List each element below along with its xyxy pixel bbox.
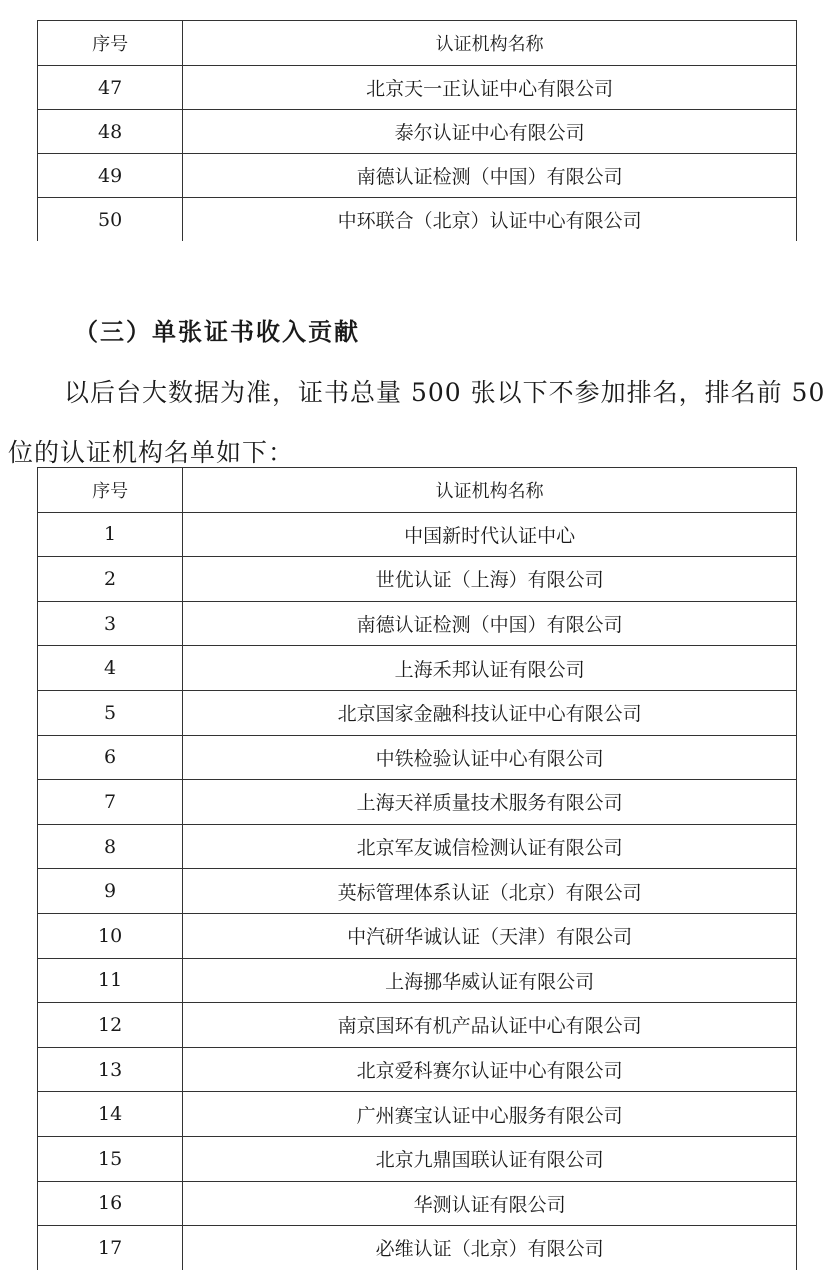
institution-name-cell: 泰尔认证中心有限公司 <box>183 110 797 154</box>
institution-name-cell: 广州赛宝认证中心服务有限公司 <box>183 1092 797 1137</box>
table-row <box>38 1047 797 1092</box>
institution-name-cell: 南德认证检测（中国）有限公司 <box>183 601 797 646</box>
table-row <box>38 824 797 869</box>
table-row <box>38 646 797 691</box>
table-row <box>38 690 797 735</box>
rank-cell: 13 <box>38 1047 183 1092</box>
section-heading: （三）单张证书收入贡献 <box>74 317 360 346</box>
rank-cell: 47 <box>38 66 183 110</box>
rank-cell: 2 <box>38 557 183 602</box>
institution-name-cell: 北京军友诚信检测认证有限公司 <box>183 824 797 869</box>
table-header-row <box>38 21 797 66</box>
table-row <box>38 198 797 242</box>
rank-cell: 16 <box>38 1181 183 1226</box>
institution-name-cell: 南德认证检测（中国）有限公司 <box>183 154 797 198</box>
institution-name-cell: 南京国环有机产品认证中心有限公司 <box>183 1003 797 1048</box>
institution-name-cell: 北京爱科赛尔认证中心有限公司 <box>183 1047 797 1092</box>
table-row <box>38 913 797 958</box>
institution-name-cell: 上海挪华威认证有限公司 <box>183 958 797 1003</box>
institution-name-cell: 上海天祥质量技术服务有限公司 <box>183 780 797 825</box>
table-row <box>38 1136 797 1181</box>
rank-cell: 6 <box>38 735 183 780</box>
rank-cell: 12 <box>38 1003 183 1048</box>
table-row <box>38 735 797 780</box>
rank-cell: 17 <box>38 1226 183 1270</box>
table-row <box>38 557 797 602</box>
institution-name-cell: 英标管理体系认证（北京）有限公司 <box>183 869 797 914</box>
rank-cell: 50 <box>38 198 183 242</box>
institution-name-cell: 必维认证（北京）有限公司 <box>183 1226 797 1270</box>
rank-cell: 10 <box>38 913 183 958</box>
rank-cell: 8 <box>38 824 183 869</box>
rank-column-header: 序号 <box>38 468 183 513</box>
rank-cell: 15 <box>38 1136 183 1181</box>
rank-cell: 9 <box>38 869 183 914</box>
rank-column-header: 序号 <box>38 21 183 66</box>
table-row <box>38 66 797 110</box>
rank-cell: 4 <box>38 646 183 691</box>
institution-name-cell: 北京九鼎国联认证有限公司 <box>183 1136 797 1181</box>
institution-name-cell: 世优认证（上海）有限公司 <box>183 557 797 602</box>
institution-name-cell: 中国新时代认证中心 <box>183 512 797 557</box>
rank-cell: 7 <box>38 780 183 825</box>
rank-cell: 1 <box>38 512 183 557</box>
name-column-header: 认证机构名称 <box>183 468 797 513</box>
table-row <box>38 154 797 198</box>
rank-cell: 49 <box>38 154 183 198</box>
rank-cell: 5 <box>38 690 183 735</box>
rank-cell: 11 <box>38 958 183 1003</box>
table-row <box>38 780 797 825</box>
institution-name-cell: 北京天一正认证中心有限公司 <box>183 66 797 110</box>
institution-name-cell: 上海禾邦认证有限公司 <box>183 646 797 691</box>
institution-name-cell: 华测认证有限公司 <box>183 1181 797 1226</box>
table-row <box>38 601 797 646</box>
institution-name-cell: 中铁检验认证中心有限公司 <box>183 735 797 780</box>
ranking-table-single-cert <box>37 467 797 1270</box>
ranking-table-continued <box>37 20 797 241</box>
rank-cell: 3 <box>38 601 183 646</box>
section-paragraph: 以后台大数据为准，证书总量 500 张以下不参加排名，排名前 50 位的认证机构名单如下： <box>8 378 826 467</box>
rank-cell: 48 <box>38 110 183 154</box>
table-row <box>38 512 797 557</box>
table-row <box>38 1226 797 1270</box>
name-column-header: 认证机构名称 <box>183 21 797 66</box>
institution-name-cell: 中环联合（北京）认证中心有限公司 <box>183 198 797 242</box>
table-row <box>38 869 797 914</box>
table-row <box>38 110 797 154</box>
table-row <box>38 1092 797 1137</box>
rank-cell: 14 <box>38 1092 183 1137</box>
table-row <box>38 1003 797 1048</box>
institution-name-cell: 中汽研华诚认证（天津）有限公司 <box>183 913 797 958</box>
table-row <box>38 958 797 1003</box>
table-header-row <box>38 468 797 513</box>
institution-name-cell: 北京国家金融科技认证中心有限公司 <box>183 690 797 735</box>
table-row <box>38 1181 797 1226</box>
